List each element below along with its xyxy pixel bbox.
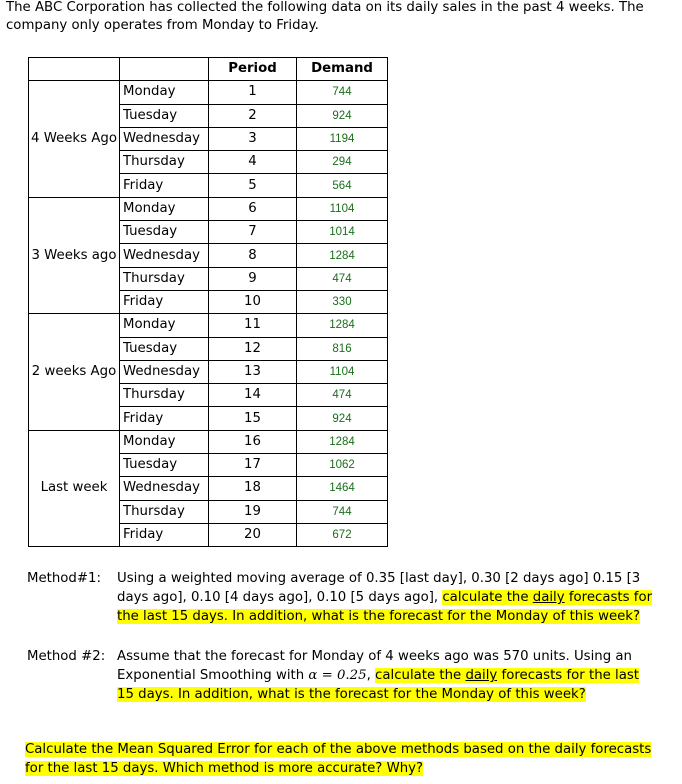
period-cell: 13	[209, 360, 297, 383]
period-cell: 20	[209, 523, 297, 546]
week-label: 3 Weeks ago	[29, 197, 120, 313]
demand-cell: 1104	[297, 197, 388, 220]
period-cell: 18	[209, 477, 297, 500]
period-cell: 2	[209, 104, 297, 127]
day-cell: Thursday	[120, 267, 209, 290]
period-cell: 4	[209, 151, 297, 174]
day-cell: Wednesday	[120, 127, 209, 150]
period-cell: 6	[209, 197, 297, 220]
demand-cell: 672	[297, 523, 388, 546]
mse-question	[25, 740, 665, 778]
header-blank-day	[120, 58, 209, 81]
period-cell: 10	[209, 290, 297, 313]
period-cell: 15	[209, 407, 297, 430]
day-cell: Monday	[120, 430, 209, 453]
method-1-highlight-daily: daily	[532, 590, 565, 605]
method-1-label: Method#1:	[27, 571, 101, 586]
day-cell: Friday	[120, 407, 209, 430]
day-cell: Monday	[120, 314, 209, 337]
demand-cell: 330	[297, 290, 388, 313]
week-label: 2 weeks Ago	[29, 314, 120, 430]
header-demand: Demand	[297, 58, 388, 81]
period-cell: 17	[209, 454, 297, 477]
period-cell: 8	[209, 244, 297, 267]
day-cell: Wednesday	[120, 244, 209, 267]
day-cell: Tuesday	[120, 337, 209, 360]
method-1-text: Using a weighted moving average of 0.35 [last day], 0.30 [2 days ago] 0.15 [3 days ago], 0.10 [4 days ago], 0.10 [5 days ago],	[117, 571, 641, 605]
day-cell: Friday	[120, 290, 209, 313]
method-2-body	[117, 647, 653, 704]
week-label: Last week	[29, 430, 120, 546]
day-cell: Monday	[120, 81, 209, 104]
day-cell: Friday	[120, 174, 209, 197]
demand-cell: 744	[297, 500, 388, 523]
intro-paragraph: The ABC Corporation has collected the following data on its daily sales in the past 4 weeks. The company only operates from Monday to Friday.	[6, 0, 644, 33]
day-cell: Thursday	[120, 151, 209, 174]
method-1-highlight-post: forecasts for the last 15 days. In addition, what is the forecast for the Monday of this week?	[117, 590, 653, 624]
demand-cell: 294	[297, 151, 388, 174]
table-row	[29, 314, 388, 337]
table-header-row	[29, 58, 388, 81]
method-2-text-2: ,	[366, 668, 376, 683]
method-2-label: Method #2:	[27, 649, 106, 664]
day-cell: Friday	[120, 523, 209, 546]
demand-cell: 564	[297, 174, 388, 197]
demand-cell: 474	[297, 384, 388, 407]
day-cell: Wednesday	[120, 360, 209, 383]
method-1-highlight-pre: calculate the	[442, 590, 533, 605]
demand-cell: 924	[297, 407, 388, 430]
period-cell: 14	[209, 384, 297, 407]
method-2-highlight-pre: calculate the	[375, 668, 466, 683]
demand-cell: 1194	[297, 127, 388, 150]
demand-cell: 1284	[297, 244, 388, 267]
method-1-body	[117, 569, 653, 626]
period-cell: 19	[209, 500, 297, 523]
method-2-highlight-daily: daily	[465, 668, 498, 683]
table-row	[29, 81, 388, 104]
method-2-text-1: Assume that the forecast for Monday of 4 weeks ago was 570 units. Using an Exponential Smoothing with	[117, 649, 632, 683]
method-2-alpha: α = 0.25	[308, 668, 367, 683]
mse-question-text: Calculate the Mean Squared Error for each of the above methods based on the daily forecasts for the last 15 days. Which method is more accurate? Why?	[25, 742, 652, 776]
demand-cell: 1464	[297, 477, 388, 500]
period-cell: 11	[209, 314, 297, 337]
period-cell: 16	[209, 430, 297, 453]
period-cell: 5	[209, 174, 297, 197]
period-cell: 12	[209, 337, 297, 360]
demand-cell: 1284	[297, 430, 388, 453]
day-cell: Tuesday	[120, 104, 209, 127]
demand-cell: 474	[297, 267, 388, 290]
period-cell: 7	[209, 221, 297, 244]
demand-cell: 744	[297, 81, 388, 104]
demand-cell: 1014	[297, 221, 388, 244]
demand-cell: 816	[297, 337, 388, 360]
header-blank-week	[29, 58, 120, 81]
day-cell: Thursday	[120, 500, 209, 523]
table-row	[29, 197, 388, 220]
day-cell: Thursday	[120, 384, 209, 407]
demand-cell: 924	[297, 104, 388, 127]
day-cell: Tuesday	[120, 221, 209, 244]
method-2-highlight-post: forecasts for the last 15 days. In addition, what is the forecast for the Monday of this week?	[117, 668, 640, 702]
day-cell: Wednesday	[120, 477, 209, 500]
sales-data-table	[28, 57, 388, 547]
week-label: 4 Weeks Ago	[29, 81, 120, 197]
demand-cell: 1284	[297, 314, 388, 337]
period-cell: 9	[209, 267, 297, 290]
demand-cell: 1062	[297, 454, 388, 477]
table-row	[29, 430, 388, 453]
day-cell: Tuesday	[120, 454, 209, 477]
period-cell: 3	[209, 127, 297, 150]
header-period: Period	[209, 58, 297, 81]
demand-cell: 1104	[297, 360, 388, 383]
day-cell: Monday	[120, 197, 209, 220]
period-cell: 1	[209, 81, 297, 104]
